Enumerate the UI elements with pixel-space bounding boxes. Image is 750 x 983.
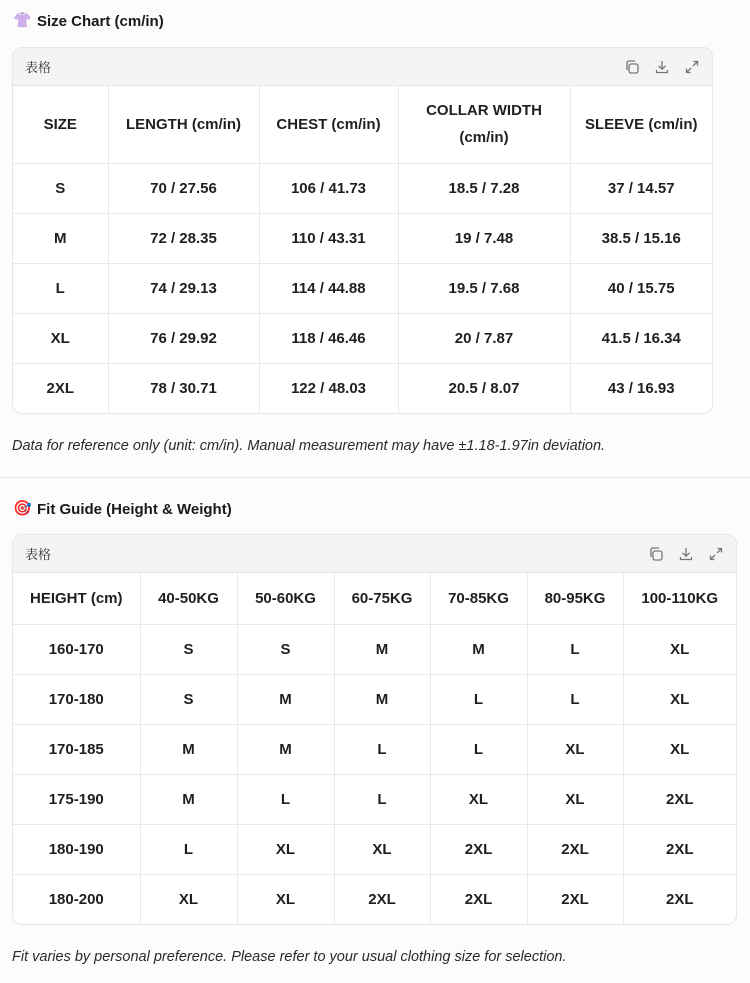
table-cell: M (140, 774, 237, 824)
table-cell: 122 / 48.03 (259, 363, 398, 413)
size-chart-heading (13, 12, 164, 30)
table-cell: L (334, 724, 430, 774)
table-cell: 2XL (665, 890, 694, 908)
table-cell: XL (623, 624, 736, 674)
table-cell: XL (527, 774, 623, 824)
table-cell: XL (527, 724, 623, 774)
table-cell: L (237, 774, 334, 824)
column-header (398, 86, 570, 163)
table-cell: 2XL (623, 824, 736, 874)
table-cell: 40 / 15.75 (570, 263, 712, 313)
fit-guide-toolbar (13, 535, 736, 573)
table-cell: 43 / 16.93 (607, 379, 675, 397)
table-cell: 170-180 (13, 674, 140, 724)
download-icon[interactable] (654, 59, 670, 75)
table-row (13, 674, 736, 724)
table-cell: 76 / 29.92 (108, 313, 259, 363)
table-cell: 20.5 / 8.07 (398, 363, 570, 413)
table-cell: XL (237, 874, 334, 924)
table-cell: 70 / 27.56 (108, 163, 259, 213)
column-header: LENGTH (cm/in) (108, 86, 259, 163)
table-cell: 74 / 29.13 (108, 263, 259, 313)
table-header-row (13, 86, 712, 163)
size-chart-toolbar (13, 48, 712, 86)
table-cell: XL (13, 313, 108, 363)
table-cell: 175-190 (13, 774, 140, 824)
table-cell: 72 / 28.35 (108, 213, 259, 263)
table-cell: 2XL (623, 774, 736, 824)
table-row (13, 213, 712, 263)
table-cell: XL (623, 674, 736, 724)
table-cell: S (140, 674, 237, 724)
column-header: 50-60KG (237, 573, 334, 624)
table-cell: S (140, 624, 237, 674)
table-cell: 118 / 46.46 (259, 313, 398, 363)
fit-guide-card (12, 534, 737, 925)
table-label: 表格 (25, 547, 52, 562)
column-header: CHEST (cm/in) (259, 86, 398, 163)
column-header: 100-110KG (623, 573, 736, 624)
table-cell: M (334, 624, 430, 674)
table-cell: L (334, 774, 430, 824)
table-cell: L (13, 263, 108, 313)
target-icon: 🎯 (13, 500, 32, 517)
column-header: 80-95KG (527, 573, 623, 624)
table-cell: M (140, 724, 237, 774)
table-cell: 19 / 7.48 (398, 213, 570, 263)
table-row (13, 824, 736, 874)
table-cell: 2XL (430, 824, 527, 874)
table-cell: L (527, 674, 623, 724)
section-divider (0, 477, 750, 478)
table-cell: 41.5 / 16.34 (570, 313, 712, 363)
table-row (13, 363, 712, 413)
size-chart-card (12, 47, 713, 414)
table-header-row (13, 573, 736, 624)
column-header: 70-85KG (430, 573, 527, 624)
table-cell: M (237, 674, 334, 724)
table-row (13, 313, 712, 363)
table-cell: 114 / 44.88 (259, 263, 398, 313)
table-label: 表格 (25, 60, 52, 75)
expand-icon[interactable] (684, 59, 700, 75)
column-header: HEIGHT (cm) (13, 573, 140, 624)
table-cell: S (237, 624, 334, 674)
table-row (13, 874, 736, 924)
table-row (13, 263, 712, 313)
shirt-icon: 👚 (13, 12, 32, 29)
table-cell: 2XL (13, 363, 108, 413)
copy-icon[interactable] (624, 59, 640, 75)
column-header: 40-50KG (140, 573, 237, 624)
table-cell: M (430, 624, 527, 674)
fit-guide-heading (13, 500, 232, 518)
table-cell: XL (140, 874, 237, 924)
table-cell: L (430, 674, 527, 724)
table-cell: 20 / 7.87 (398, 313, 570, 363)
table-cell: 170-185 (13, 724, 140, 774)
column-header: SLEEVE (cm/in) (570, 86, 712, 163)
table-cell: 2XL (334, 874, 430, 924)
column-header: SIZE (13, 86, 108, 163)
table-cell: XL (334, 824, 430, 874)
table-cell: 38.5 / 15.16 (570, 213, 712, 263)
table-cell: XL (623, 724, 736, 774)
table-cell: 106 / 41.73 (259, 163, 398, 213)
table-cell: M (13, 213, 108, 263)
table-cell: L (140, 824, 237, 874)
table-cell: 2XL (527, 874, 623, 924)
fit-guide-table (13, 573, 736, 924)
table-cell: 18.5 / 7.28 (398, 163, 570, 213)
table-cell: 110 / 43.31 (259, 213, 398, 263)
table-cell: 78 / 30.71 (108, 363, 259, 413)
table-cell: 37 / 14.57 (570, 163, 712, 213)
table-cell: 19.5 / 7.68 (398, 263, 570, 313)
table-row (13, 624, 736, 674)
download-icon[interactable] (678, 546, 694, 562)
table-cell: 160-170 (13, 624, 140, 674)
table-cell: XL (430, 774, 527, 824)
size-chart-note: Data for reference only (unit: cm/in). Manual measurement may have ±1.18-1.97in deviation. (12, 438, 606, 454)
column-header: 60-75KG (334, 573, 430, 624)
table-row (13, 163, 712, 213)
table-cell: S (13, 163, 108, 213)
table-cell: L (430, 724, 527, 774)
collar-width-header: COLLAR WIDTH (cm/in) (426, 102, 542, 147)
table-cell: 180-200 (13, 874, 140, 924)
table-cell: M (334, 674, 430, 724)
table-row (13, 724, 736, 774)
table-cell: XL (237, 824, 334, 874)
fit-guide-note: Fit varies by personal preference. Please refer to your usual clothing size for selection. (12, 949, 567, 965)
size-chart-title: Size Chart (cm/in) (37, 12, 164, 30)
copy-icon[interactable] (648, 546, 664, 562)
table-row (13, 774, 736, 824)
table-cell: 2XL (527, 824, 623, 874)
size-chart-table (13, 86, 712, 413)
fit-guide-title: Fit Guide (Height & Weight) (37, 500, 232, 518)
expand-icon[interactable] (708, 546, 724, 562)
table-cell: L (527, 624, 623, 674)
table-cell: M (237, 724, 334, 774)
table-cell: 2XL (430, 874, 527, 924)
table-cell: 180-190 (13, 824, 140, 874)
